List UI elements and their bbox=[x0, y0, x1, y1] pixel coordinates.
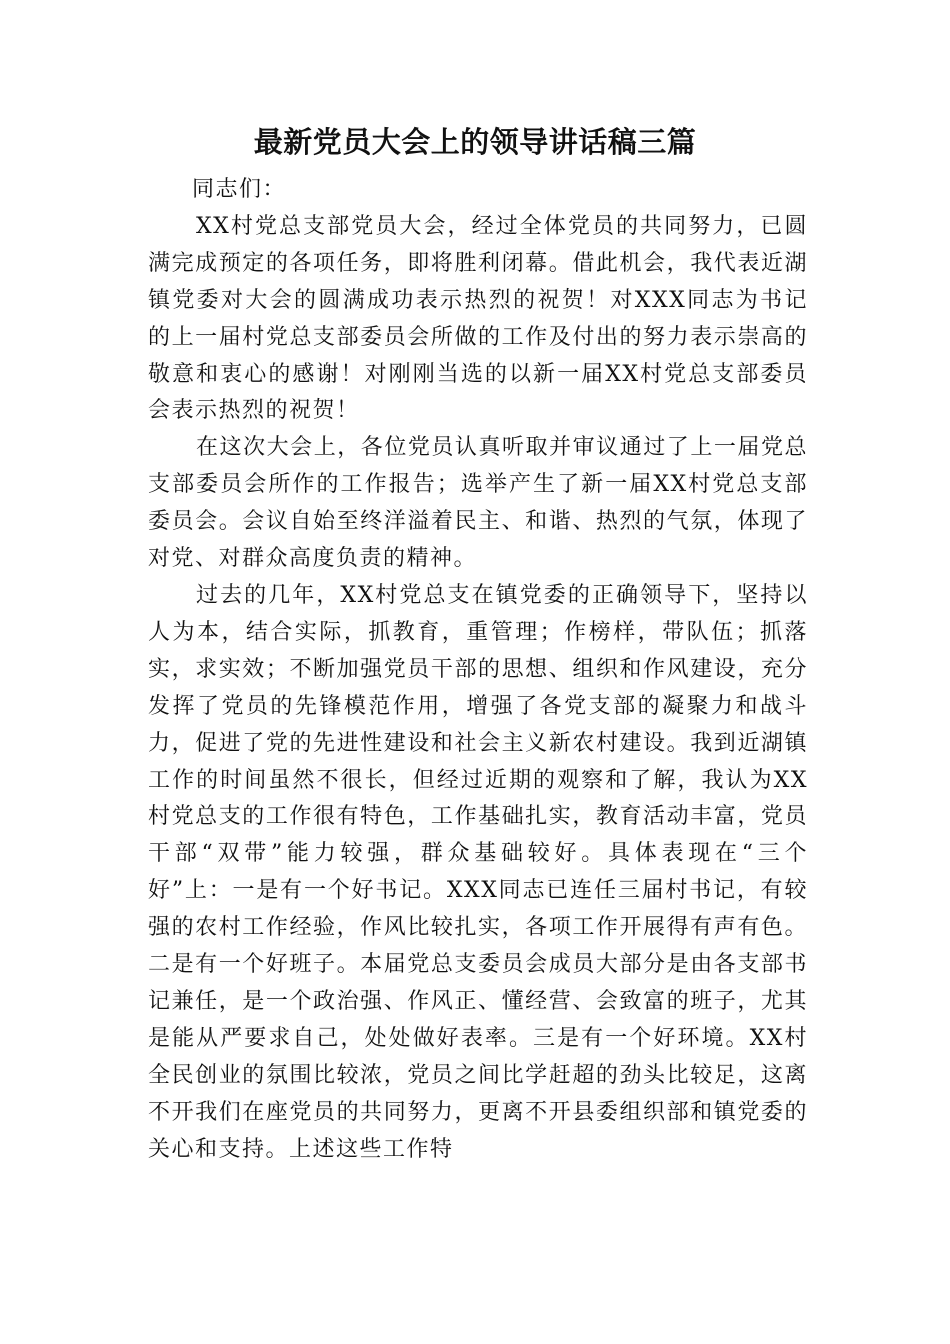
document-title: 最新党员大会上的领导讲话稿三篇 bbox=[253, 125, 697, 159]
salutation: 同志们： bbox=[192, 177, 287, 202]
paragraph-1: XX村党总支部党员大会，经过全体党员的共同努力，已圆满完成预定的各项任务，即将胜利闭幕。借此机会，我代表近湖镇党委对大会的圆满成功表示热烈的祝贺！对XXX同志为书记的上一届村党总支部委员会所做的工作及付出的努力表示崇高的敬意和衷心的感谢！对刚刚当选的以新一届XX村党总支部委员会表示热烈的祝贺！ bbox=[148, 213, 808, 424]
document-body bbox=[148, 172, 808, 1168]
paragraph-3: 过去的几年，XX村党总支在镇党委的正确领导下，坚持以人为本，结合实际，抓教育，重管理；作榜样，带队伍；抓落实，求实效；不断加强党员干部的思想、组织和作风建设，充分发挥了党员的先锋模范作用，增强了各党支部的凝聚力和战斗力，促进了党的先进性建设和社会主义新农村建设。我到近湖镇工作的时间虽然不很长，但经过近期的观察和了解，我认为XX村党总支的工作很有特色，工作基础扎实，教育活动丰富，党员干部“双带”能力较强，群众基础较好。具体表现在“三个好”上：一是有一个好书记。XXX同志已连任三届村书记，有较强的农村工作经验，作风比较扎实，各项工作开展得有声有色。二是有一个好班子。本届党总支委员会成员大部分是由各支部书记兼任，是一个政治强、作风正、懂经营、会致富的班子，尤其是能从严要求自己，处处做好表率。三是有一个好环境。XX村全民创业的氛围比较浓，党员之间比学赶超的劲头比较足，这离不开我们在座党员的共同努力，更离不开县委组织部和镇党委的关心和支持。上述这些工作特 bbox=[148, 582, 808, 1162]
paragraph-2: 在这次大会上，各位党员认真听取并审议通过了上一届党总支部委员会所作的工作报告；选举产生了新一届XX村党总支部委员会。会议自始至终洋溢着民主、和谐、热烈的气氛，体现了对党、对群众高度负责的精神。 bbox=[148, 435, 808, 572]
